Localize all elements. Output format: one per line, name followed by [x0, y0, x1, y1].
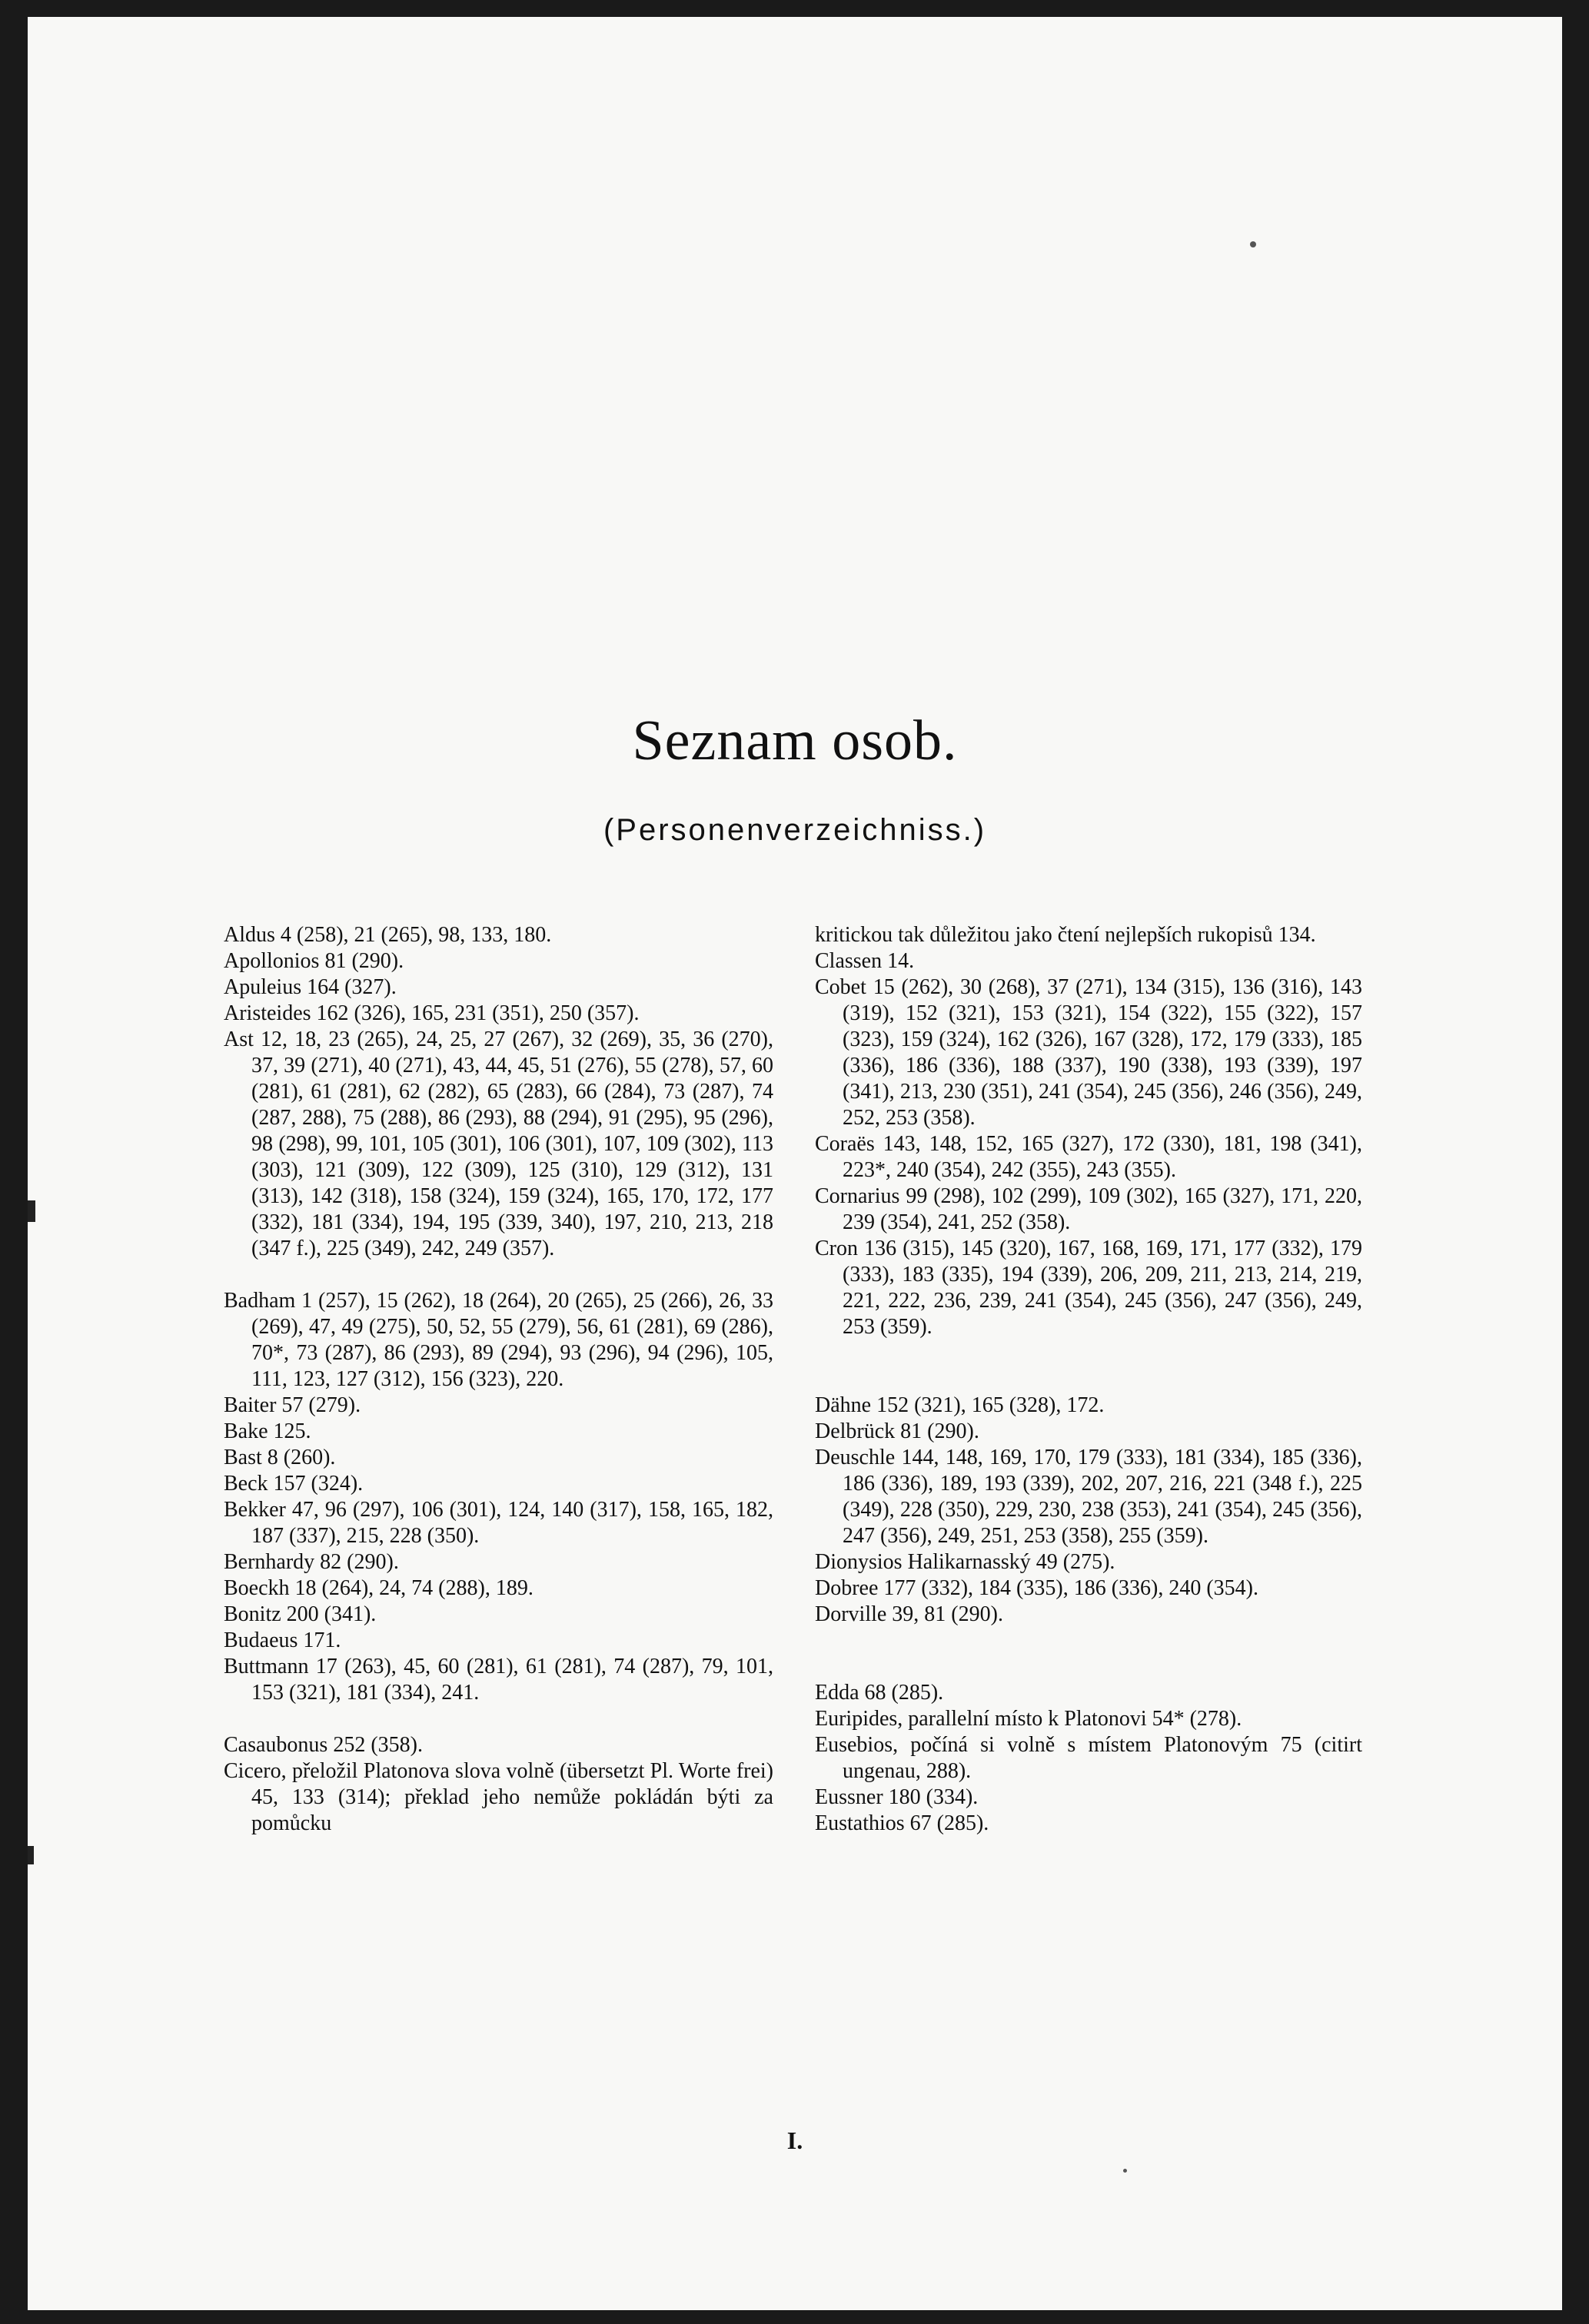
- index-entry: Dähne 152 (321), 165 (328), 172.: [815, 1393, 1105, 1417]
- index-entry: Euripides, parallelní místo k Platonovi 54* (278).: [815, 1707, 1242, 1731]
- index-entry: Bake 125.: [224, 1419, 311, 1443]
- index-entry: Aldus 4 (258), 21 (265), 98, 133, 180.: [224, 923, 552, 947]
- index-entry: Bast 8 (260).: [224, 1446, 336, 1469]
- index-entry: Eusebios, počíná si volně s místem Platonovým 75 (citirt ungenau, 288).: [815, 1733, 1362, 1783]
- index-entry: Buttmann 17 (263), 45, 60 (281), 61 (281), 74 (287), 79, 101, 153 (321), 181 (334), 241.: [224, 1655, 773, 1705]
- index-entry: Bernhardy 82 (290).: [224, 1550, 399, 1574]
- index-entry: Dorville 39, 81 (290).: [815, 1602, 1003, 1626]
- index-entry: Budaeus 171.: [224, 1628, 341, 1652]
- speck: [1123, 2169, 1127, 2173]
- index-entry: Coraës 143, 148, 152, 165 (327), 172 (330), 181, 198 (341), 223*, 240 (354), 242 (355), 243 (355).: [815, 1132, 1362, 1182]
- index-entry: Eustathios 67 (285).: [815, 1811, 989, 1835]
- index-entry: Cornarius 99 (298), 102 (299), 109 (302), 165 (327), 171, 220, 239 (354), 241, 252 (358).: [815, 1184, 1362, 1234]
- scanned-page: [28, 17, 1562, 2310]
- index-entry: Dobree 177 (332), 184 (335), 186 (336), 240 (354).: [815, 1576, 1258, 1600]
- index-column-right: [815, 922, 1362, 1837]
- index-entry: Ast 12, 18, 23 (265), 24, 25, 27 (267), 32 (269), 35, 36 (270), 37, 39 (271), 40 (271), 43, 44, 45, 51 (276), 55 (278), 57, 60 (281), 61 (281), 62 (282), 65 (283), 66 (284), 73 (287), 74 (287, 288), 75 (288), 86 (293), 88 (294), 91 (295), 95 (296), 98 (298), 99, 101, 105 (301), 106 (301), 107, 109 (302), 113 (303), 121 (309), 122 (309), 125 (310), 129 (312), 131 (313), 142 (318), 158 (324), 159 (324), 165, 170, 172, 177 (332), 181 (334), 194, 195 (339, 340), 197, 210, 213, 218 (347 f.), 225 (349), 242, 249 (357).: [224, 1028, 773, 1260]
- index-entry: Bekker 47, 96 (297), 106 (301), 124, 140 (317), 158, 165, 182, 187 (337), 215, 228 (350).: [224, 1498, 773, 1548]
- index-entry: Classen 14.: [815, 949, 915, 973]
- binding-mark: [28, 1200, 35, 1222]
- binding-mark: [28, 1846, 34, 1864]
- index-entry: Apollonios 81 (290).: [224, 949, 404, 973]
- index-entry: Apuleius 164 (327).: [224, 975, 397, 999]
- index-entry: Cron 136 (315), 145 (320), 167, 168, 169, 171, 177 (332), 179 (333), 183 (335), 194 (339), 206, 209, 211, 213, 214, 219, 221, 222, 236, 239, 241 (354), 245 (356), 247 (356), 249, 253 (359).: [815, 1237, 1362, 1339]
- index-entry: Beck 157 (324).: [224, 1472, 364, 1496]
- index-entry: Bonitz 200 (341).: [224, 1602, 377, 1626]
- index-entry: Baiter 57 (279).: [224, 1393, 361, 1417]
- index-entry: Eussner 180 (334).: [815, 1785, 979, 1809]
- index-entry: Delbrück 81 (290).: [815, 1419, 979, 1443]
- index-entry: Casaubonus 252 (358).: [224, 1733, 423, 1757]
- index-entry: kritickou tak důležitou jako čtení nejlepších rukopisů 134.: [815, 923, 1316, 947]
- page-subtitle: (Personenverzeichniss.): [603, 813, 987, 847]
- page-folio: I.: [786, 2126, 803, 2154]
- index-entry: Cobet 15 (262), 30 (268), 37 (271), 134 (315), 136 (316), 143 (319), 152 (321), 153 (321), 154 (322), 155 (322), 157 (323), 159 (324), 162 (326), 167 (328), 172, 179 (333), 185 (336), 186 (336), 188 (337), 190 (338), 193 (339), 197 (341), 213, 230 (351), 241 (354), 245 (356), 246 (356), 249, 252, 253 (358).: [815, 975, 1362, 1130]
- index-column-left: [224, 922, 773, 1837]
- index-entry: Aristeides 162 (326), 165, 231 (351), 250 (357).: [224, 1001, 640, 1025]
- index-entry: Deuschle 144, 148, 169, 170, 179 (333), 181 (334), 185 (336), 186 (336), 189, 193 (339), 202, 207, 216, 221 (348 f.), 225 (349), 228 (350), 229, 230, 238 (353), 241 (354), 245 (356), 247 (356), 249, 251, 253 (358), 255 (359).: [815, 1446, 1362, 1548]
- index-entry: Cicero, přeložil Platonova slova volně (übersetzt Pl. Worte frei) 45, 133 (314); překlad jeho nemůže pokládán býti za pomůcku: [224, 1759, 773, 1835]
- speck: [1250, 241, 1256, 247]
- index-entry: Boeckh 18 (264), 24, 74 (288), 189.: [224, 1576, 534, 1600]
- index-entry: Badham 1 (257), 15 (262), 18 (264), 20 (265), 25 (266), 26, 33 (269), 47, 49 (275), 50, 52, 55 (279), 56, 61 (281), 69 (286), 70*, 73 (287), 86 (293), 89 (294), 93 (296), 94 (296), 105, 111, 123, 127 (312), 156 (323), 220.: [224, 1289, 773, 1391]
- index-entry: Dionysios Halikarnasský 49 (275).: [815, 1550, 1115, 1574]
- page-title: Seznam osob.: [632, 709, 958, 772]
- index-entry: Edda 68 (285).: [815, 1681, 944, 1705]
